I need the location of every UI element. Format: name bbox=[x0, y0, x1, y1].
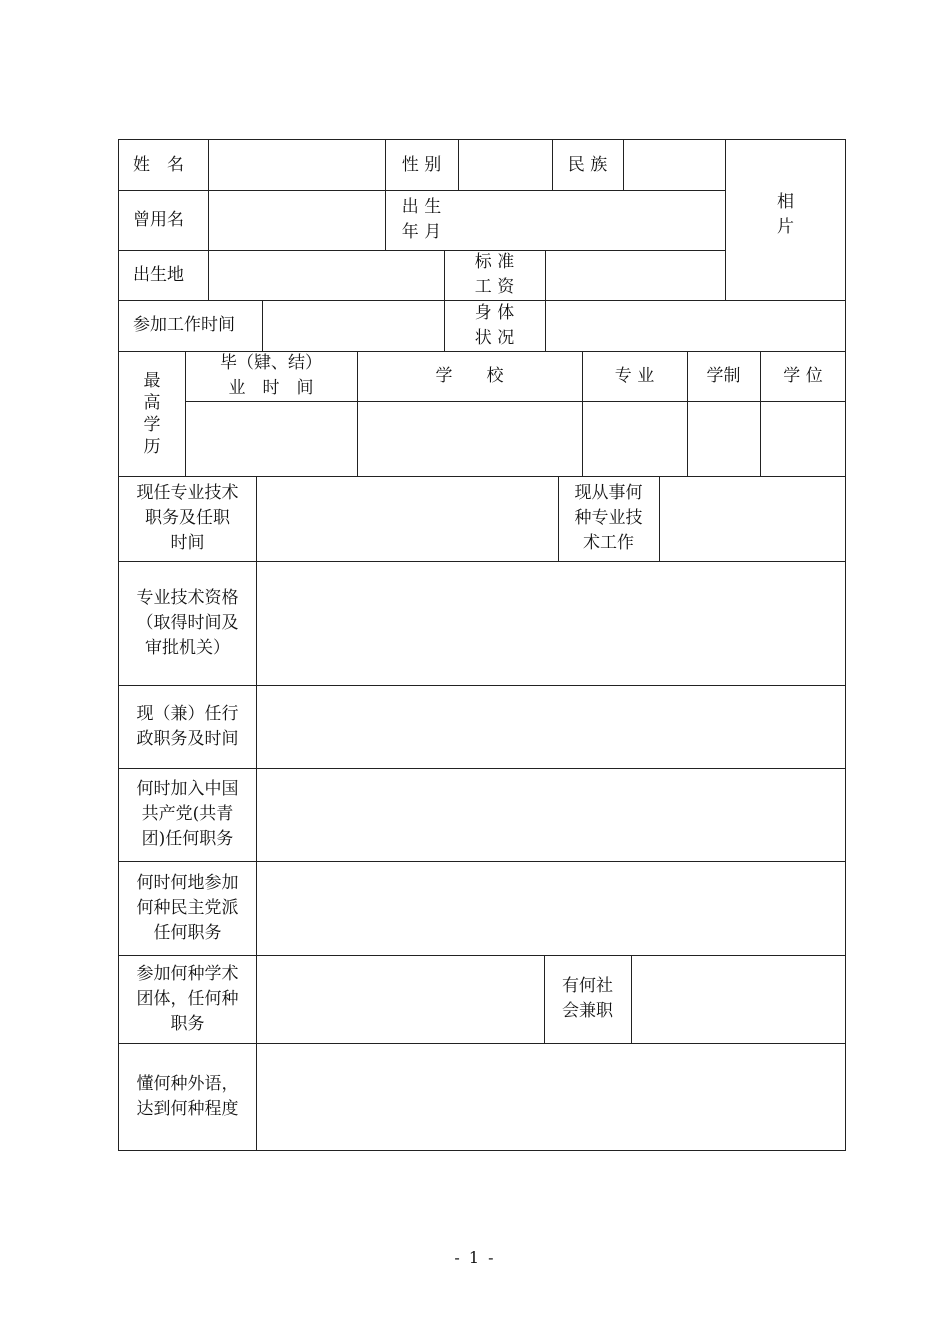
party-field[interactable] bbox=[257, 769, 846, 861]
gender-label: 性 别 bbox=[401, 154, 442, 175]
former-name-label: 曾用名 bbox=[133, 209, 184, 230]
grad-time-field[interactable] bbox=[186, 402, 357, 476]
academic-label: 参加何种学术 团体，任何种 职务 bbox=[136, 963, 239, 1034]
language-label: 懂何种外语， 达到何种程度 bbox=[136, 1074, 239, 1119]
admin-post-field[interactable] bbox=[257, 686, 846, 768]
personnel-form-table bbox=[118, 139, 846, 1151]
birthplace-field[interactable] bbox=[209, 251, 444, 300]
name-label: 姓 名 bbox=[133, 154, 184, 175]
photo-box[interactable] bbox=[726, 140, 846, 300]
duration-label: 学制 bbox=[706, 365, 741, 386]
work-start-field[interactable] bbox=[263, 301, 444, 351]
salary-field[interactable] bbox=[546, 251, 725, 300]
social-field[interactable] bbox=[632, 956, 846, 1043]
grad-time-label: 毕（肄、结） 业 时 间 bbox=[220, 353, 322, 398]
birth-date-field[interactable] bbox=[459, 191, 725, 250]
former-name-field[interactable] bbox=[209, 191, 385, 250]
current-title-field[interactable] bbox=[257, 477, 558, 561]
academic-field[interactable] bbox=[257, 956, 544, 1043]
health-field[interactable] bbox=[546, 301, 846, 351]
duration-field[interactable] bbox=[688, 402, 760, 476]
major-field[interactable] bbox=[583, 402, 687, 476]
qualification-label: 专业技术资格 （取得时间及 审批机关） bbox=[136, 587, 239, 658]
democratic-party-label: 何时何地参加 何种民主党派 任何职务 bbox=[136, 872, 239, 943]
degree-label: 学 位 bbox=[783, 365, 823, 386]
health-label: 身 体 状 况 bbox=[474, 302, 515, 348]
tech-work-label: 现从事何 种专业技 术工作 bbox=[574, 483, 643, 553]
name-field[interactable] bbox=[209, 140, 385, 190]
democratic-party-field[interactable] bbox=[257, 862, 846, 955]
education-label: 最 高 学 历 bbox=[143, 370, 161, 457]
party-label: 何时加入中国 共产党(共青 团)任何职务 bbox=[136, 779, 239, 849]
language-field[interactable] bbox=[257, 1044, 846, 1151]
birth-date-label: 出 生 年 月 bbox=[401, 197, 442, 242]
school-label: 学 校 bbox=[435, 365, 504, 386]
school-field[interactable] bbox=[358, 402, 582, 476]
salary-label: 标 准 工 资 bbox=[474, 252, 515, 297]
admin-post-label: 现（兼）任行 政职务及时间 bbox=[136, 703, 239, 749]
birthplace-label: 出生地 bbox=[133, 264, 184, 285]
social-label: 有何社 会兼职 bbox=[562, 976, 613, 1021]
qualification-field[interactable] bbox=[257, 562, 846, 685]
current-title-label: 现任专业技术 职务及任职 时间 bbox=[136, 483, 239, 553]
page-number: - 1 - bbox=[454, 1248, 496, 1267]
gender-field[interactable] bbox=[459, 140, 552, 190]
ethnicity-field[interactable] bbox=[624, 140, 725, 190]
major-label: 专 业 bbox=[614, 365, 655, 386]
work-start-label: 参加工作时间 bbox=[133, 315, 235, 335]
ethnicity-label: 民 族 bbox=[567, 154, 608, 175]
degree-field[interactable] bbox=[761, 402, 846, 476]
photo-label: 相 片 bbox=[777, 192, 794, 237]
tech-work-field[interactable] bbox=[660, 477, 846, 561]
